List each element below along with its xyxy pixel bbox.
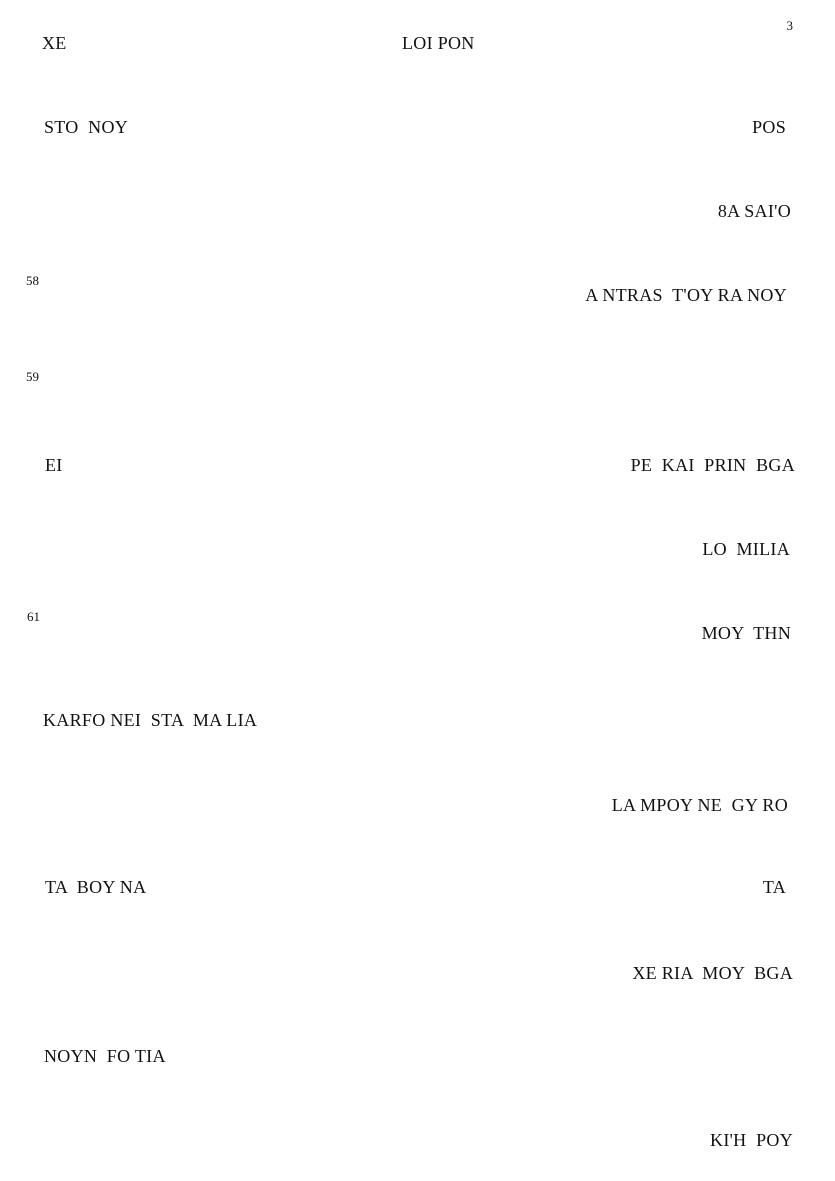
lyric-fragment: A NTRAS T'OY RA NOY [585,285,787,305]
lyric-fragment: NOYN FO TIA [44,1046,166,1066]
lyric-fragment: EI [45,455,63,475]
lyric-fragment: TA [762,877,786,897]
lyric-fragment: KARFO NEI STA MA LIA [43,710,258,730]
lyric-fragment: LO MILIA [702,539,790,559]
lyric-fragment: LA MPOY NE GY RO [611,795,788,815]
lyric-fragment: POS [752,117,786,137]
lyric-fragment: 8A SAI'O [717,201,791,221]
lyric-fragment: XE RIA MOY BGA [632,963,793,983]
lyric-fragment: MOY THN [701,623,791,643]
page-number: 3 [786,18,793,33]
lyric-fragment: KI'H POY [710,1130,793,1150]
lyric-fragment: TA BOY NA [45,877,147,897]
measure-number: 58 [26,273,39,288]
lyric-fragment: PE KAI PRIN BGA [630,455,795,475]
lyric-fragment: XE [42,33,67,53]
measure-number: 61 [27,609,40,624]
lyric-fragment: LOI PON [402,33,475,53]
lyric-fragment: STO NOY [44,117,129,137]
measure-number: 59 [26,369,39,384]
